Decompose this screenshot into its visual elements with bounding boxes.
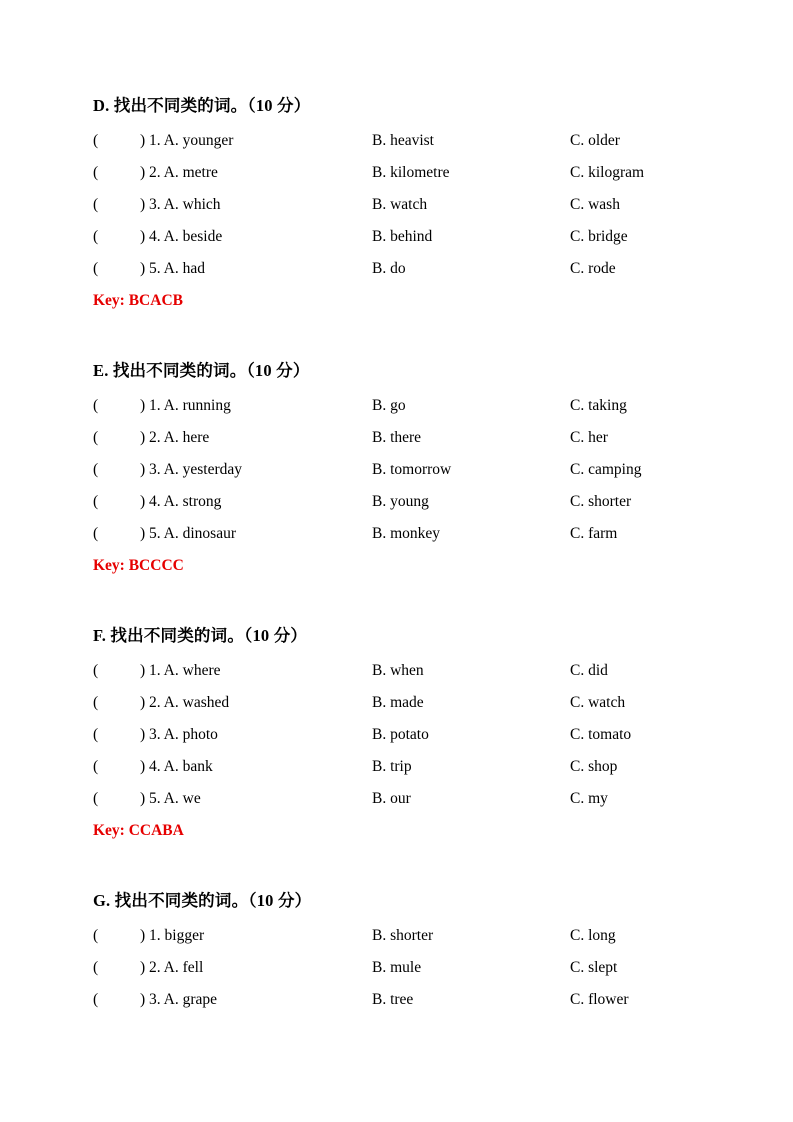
answer-paren: ( [93,726,99,743]
option-b: B. potato [372,726,429,743]
question-row [93,454,743,486]
answer-key: Key: BCCCC [93,557,184,574]
answer-paren: ( [93,228,99,245]
option-c: C. kilogram [570,164,645,181]
option-c: C. slept [570,959,618,976]
option-c: C. did [570,662,608,679]
answer-paren: ( [93,662,99,679]
answer-paren: ( [93,429,99,446]
option-c: C. shop [570,758,618,775]
question-rows [93,125,743,285]
option-c: C. shorter [570,493,632,510]
option-a: ) 2. A. here [140,429,210,446]
question-row [93,390,743,422]
question-row [93,486,743,518]
option-a: ) 1. A. running [140,397,231,414]
question-rows [93,390,743,550]
option-b: B. when [372,662,424,679]
option-c: C. farm [570,525,618,542]
option-a: ) 4. A. beside [140,228,223,245]
answer-paren: ( [93,694,99,711]
option-a: ) 4. A. strong [140,493,222,510]
answer-paren: ( [93,790,99,807]
answer-paren: ( [93,927,99,944]
option-b: B. mule [372,959,422,976]
question-row [93,655,743,687]
option-c: C. wash [570,196,620,213]
option-a: ) 3. A. photo [140,726,218,743]
question-row [93,422,743,454]
answer-key: Key: CCABA [93,822,184,839]
question-row [93,783,743,815]
question-rows [93,920,743,1016]
answer-paren: ( [93,959,99,976]
option-b: B. young [372,493,429,510]
option-a: ) 3. A. grape [140,991,218,1008]
option-c: C. camping [570,461,642,478]
option-b: B. kilometre [372,164,450,181]
answer-paren: ( [93,397,99,414]
option-b: B. our [372,790,411,807]
option-a: ) 5. A. had [140,260,206,277]
question-row [93,719,743,751]
option-a: ) 3. A. yesterday [140,461,243,478]
question-row [93,518,743,550]
question-row [93,253,743,285]
question-row [93,221,743,253]
section-d [93,95,743,317]
answer-paren: ( [93,525,99,542]
answer-paren: ( [93,991,99,1008]
answer-paren: ( [93,461,99,478]
question-row [93,157,743,189]
section-heading: E. 找出不同类的词。（10 分） [93,361,310,380]
option-c: C. tomato [570,726,632,743]
option-a: ) 4. A. bank [140,758,213,775]
option-a: ) 5. A. we [140,790,201,807]
option-a: ) 1. A. where [140,662,221,679]
question-row [93,125,743,157]
option-c: C. watch [570,694,626,711]
option-b: B. trip [372,758,412,775]
option-b: B. tree [372,991,414,1008]
section-heading: G. 找出不同类的词。（10 分） [93,891,312,910]
option-a: ) 3. A. which [140,196,221,213]
option-b: B. made [372,694,424,711]
option-b: B. watch [372,196,428,213]
option-c: C. bridge [570,228,628,245]
answer-paren: ( [93,493,99,510]
option-a: ) 1. bigger [140,927,205,944]
section-heading: F. 找出不同类的词。（10 分） [93,626,308,645]
option-c: C. flower [570,991,629,1008]
option-b: B. go [372,397,406,414]
question-row [93,952,743,984]
section-e [93,360,743,582]
section-f [93,625,743,847]
question-rows [93,655,743,815]
answer-paren: ( [93,132,99,149]
option-a: ) 2. A. washed [140,694,230,711]
option-a: ) 1. A. younger [140,132,234,149]
option-b: B. do [372,260,406,277]
option-c: C. her [570,429,608,446]
answer-paren: ( [93,260,99,277]
answer-paren: ( [93,758,99,775]
option-b: B. tomorrow [372,461,452,478]
option-c: C. my [570,790,608,807]
option-a: ) 2. A. metre [140,164,218,181]
question-row [93,189,743,221]
option-b: B. behind [372,228,433,245]
answer-key: Key: BCACB [93,292,183,309]
question-row [93,687,743,719]
option-c: C. older [570,132,620,149]
question-row [93,984,743,1016]
option-b: B. heavist [372,132,434,149]
section-g [93,890,743,1016]
option-b: B. there [372,429,422,446]
answer-paren: ( [93,164,99,181]
question-row [93,920,743,952]
option-c: C. long [570,927,616,944]
option-a: ) 2. A. fell [140,959,204,976]
option-c: C. rode [570,260,616,277]
option-b: B. shorter [372,927,434,944]
question-row [93,751,743,783]
option-c: C. taking [570,397,627,414]
option-a: ) 5. A. dinosaur [140,525,237,542]
answer-paren: ( [93,196,99,213]
section-heading: D. 找出不同类的词。（10 分） [93,96,311,115]
option-b: B. monkey [372,525,441,542]
